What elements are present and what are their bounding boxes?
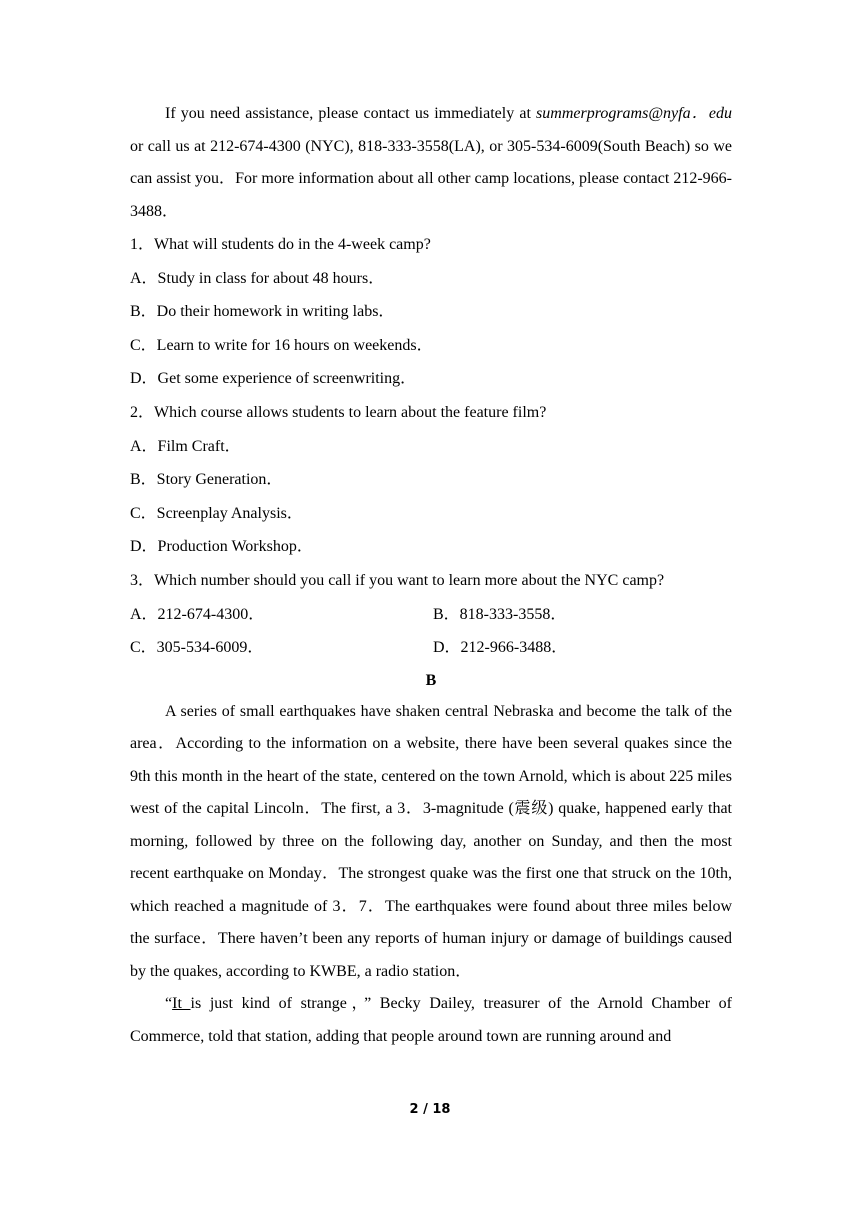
question-3-option-c: C．305-534-6009． bbox=[130, 639, 264, 657]
question-3-options-row-2 bbox=[130, 631, 732, 665]
question-1-stem: 1．What will students do in the 4-week camp? bbox=[130, 236, 431, 253]
question-2-stem: 2．Which course allows students to learn about the feature film? bbox=[130, 403, 547, 421]
paragraph-2-text: is just kind of strange，” Becky Dailey, treasurer of the Arnold Chamber of Commerce, told that station, adding that people around town are running around and bbox=[130, 995, 732, 1045]
intro-paragraph bbox=[130, 98, 732, 228]
question-1-option-b: B．Do their homework in writing labs． bbox=[130, 303, 395, 321]
underlined-it: It bbox=[172, 995, 191, 1013]
question-1-option-a: A．Study in class for about 48 hours． bbox=[130, 269, 385, 287]
question-3-options-row-1 bbox=[130, 598, 732, 632]
page-number: 2 / 18 bbox=[409, 1102, 451, 1117]
section-b-paragraph-1: A series of small earthquakes have shaken central Nebraska and become the talk of the area．According to the information on a website, there have been several quakes since the 9th this month in the heart of the state, centered on the town Arnold, which is about 225 miles west of the capital Lincoln．The first, a 3．3-magnitude (震级) quake, happened early that morning, followed by three on the following day, another on Sunday, and then the most recent earthquake on Monday．The strongest quake was the first one that struck on the 10th, which reached a magnitude of 3．7．The earthquakes were found about three miles below the surface．There haven’t been any reports of human injury or damage of buildings caused by the quakes, according to KWBE, a radio station． bbox=[130, 702, 732, 980]
question-2-option-a: A．Film Craft． bbox=[130, 437, 241, 455]
question-3-option-b: B．818-333-3558． bbox=[433, 605, 567, 623]
intro-text-2: or call us at 212-674-4300 (NYC), 818-333-3558(LA), or 305-534-6009(South Beach) so we can assist you．For more information about all other camp locations, please contact 212-966-3488． bbox=[130, 137, 732, 220]
question-1-option-c: C．Learn to write for 16 hours on weekends． bbox=[130, 336, 433, 354]
question-2-option-b: B．Story Generation． bbox=[130, 471, 283, 489]
question-2-option-d: D．Production Workshop． bbox=[130, 538, 313, 556]
open-quote: “ bbox=[165, 995, 173, 1013]
section-b-title: B bbox=[425, 671, 437, 689]
contact-email: summerprograms@nyfa．edu bbox=[536, 105, 732, 122]
section-b-paragraph-2 bbox=[130, 988, 732, 1053]
question-1-option-d: D．Get some experience of screenwriting． bbox=[130, 370, 417, 388]
question-2-option-c: C．Screenplay Analysis． bbox=[130, 504, 303, 522]
question-3-option-d: D．212-966-3488． bbox=[433, 639, 568, 657]
intro-text-1: If you need assistance, please contact us immediately at bbox=[165, 105, 537, 122]
question-3-stem: 3．Which number should you call if you want to learn more about the NYC camp? bbox=[130, 571, 665, 589]
document-page bbox=[130, 98, 732, 1053]
question-3-option-a: A．212-674-4300． bbox=[130, 605, 265, 623]
